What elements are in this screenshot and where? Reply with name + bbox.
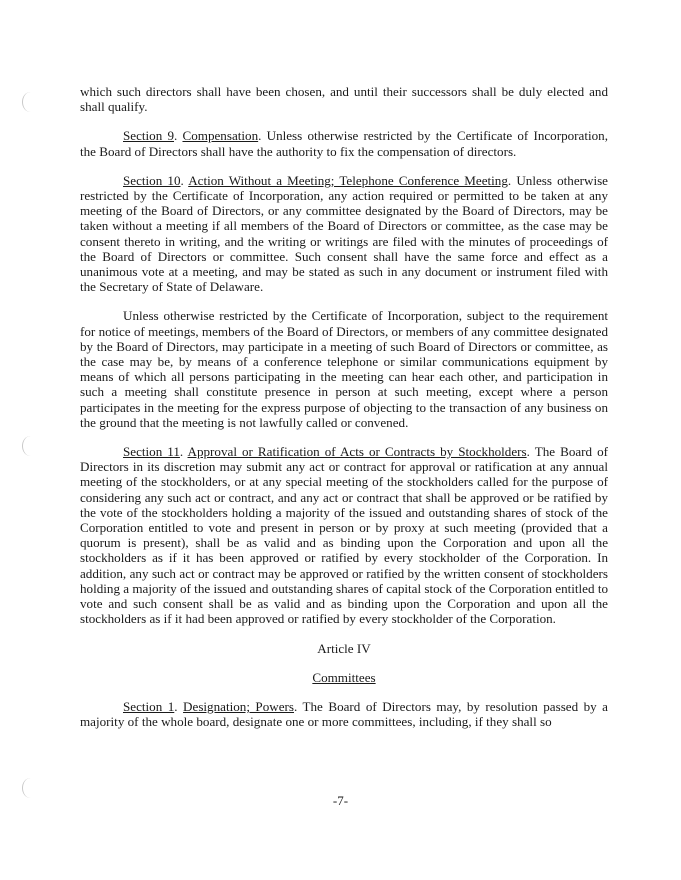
article-4-section-1-body: The Board of Directors may, by resolution passed by a majority of the whole board, designate one or more committees, including, if they shall so xyxy=(80,698,608,730)
section-11-paragraph: Section 11. Approval or Ratification of Acts or Contracts by Stockholders. The Board of Directors in its discretion may submit any act or contract for approval or ratification at any annual meeting of the stockholders, or at any special meeting of the stockholders called for the purpose of considering any such act or contract, and any act or contract that shall be approved or be ratified by the vote of the stockholders holding a majority of the issued and outstanding shares of stock of the Corporation entitled to vote and present in person or by proxy at such meeting (provided that a quorum is present), shall be as valid and as binding upon the Corporation and upon all the stockholders as if it has been approved or ratified by every stockholder of the Corporation. In addition, any such act or contract may be approved or ratified by the written consent of stockholders holding a majority of the issued and outstanding shares of capital stock of the Corporation entitled to vote and such consent shall be as valid and as binding upon the Corporation and upon all the stockholders as if it had been approved or ratified by every stockholder of the Corporation. xyxy=(80,444,609,627)
section-9-paragraph: Section 9. Compensation. Unless otherwise restricted by the Certificate of Incorporation, the Board of Directors shall have the authority to fix the compensation of directors. xyxy=(80,128,608,159)
section-9-title: Compensation xyxy=(182,128,259,144)
continued-paragraph: which such directors shall have been chosen, and until their successors shall be duly elected and shall qualify. xyxy=(80,84,608,115)
article-4-section-1-paragraph: Section 1. Designation; Powers. The Board of Directors may, by resolution passed by a majority of the whole board, designate one or more committees, including, if they shall so xyxy=(80,698,608,730)
document-page xyxy=(80,84,608,743)
section-9-number: Section 9 xyxy=(123,128,175,144)
article-4-section-1-number: Section 1 xyxy=(123,698,175,714)
section-9-body: Unless otherwise restricted by the Certificate of Incorporation, the Board of Directors shall have the authority to fix the compensation of directors. xyxy=(80,128,608,159)
section-10-title: Action Without a Meeting; Telephone Conference Meeting xyxy=(188,172,508,188)
page-number: -7- xyxy=(332,793,349,808)
section-10-paragraph-2: Unless otherwise restricted by the Certificate of Incorporation, subject to the requirement for notice of meetings, members of the Board of Directors, or members of any committee designated by the Board of Directors, may participate in a meeting of such Board of Directors or committee, as the case may be, by means of a conference telephone or similar communications equipment by means of which all persons participating in the meeting can hear each other, and participation in such a meeting shall constitute presence in person at such meeting, except where a person participates in the meeting for the express purpose of objecting to the transaction of any business on the ground that the meeting is not lawfully called or convened. xyxy=(80,308,608,430)
section-10-body: Unless otherwise restricted by the Certificate of Incorporation, any action required or permitted to be taken at any meeting of the Board of Directors, or any committee designated by the Board of Directors, may be taken without a meeting if all members of the Board of Directors or committee, as the case may be consent thereto in writing, and the writing or writings are filed with the minutes of proceedings of the Board of Directors or committee. Such consent shall have the same force and effect as a unanimous vote at a meeting, and may be stated as such in any document or instrument filed with the Secretary of State of Delaware. xyxy=(80,172,608,295)
article-title-text: Committees xyxy=(312,669,376,685)
punch-hole-middle xyxy=(22,436,39,456)
article-title xyxy=(80,670,608,685)
section-10-number: Section 10 xyxy=(123,172,181,188)
article-4-section-1-title: Designation; Powers xyxy=(183,698,294,714)
section-11-title: Approval or Ratification of Acts or Contracts by Stockholders xyxy=(187,444,527,460)
punch-hole-top xyxy=(22,92,39,112)
article-label: Article IV xyxy=(317,640,371,656)
section-10-paragraph: Section 10. Action Without a Meeting; Telephone Conference Meeting. Unless otherwise restricted by the Certificate of Incorporation, any action required or permitted to be taken at any meeting of the Board of Directors, or any committee designated by the Board of Directors, may be taken without a meeting if all members of the Board of Directors or committee, as the case may be consent thereto in writing, and the writing or writings are filed with the minutes of proceedings of the Board of Directors or committee. Such consent shall have the same force and effect as a unanimous vote at a meeting, and may be stated as such in any document or instrument filed with the Secretary of State of Delaware. xyxy=(80,172,608,295)
section-11-number: Section 11 xyxy=(123,444,180,460)
section-11-body: The Board of Directors in its discretion may submit any act or contract for approval or ratification at any annual meeting of the stockholders, or at any special meeting of the stockholders called for the purpose of considering any such act or contract, and any act or contract that shall be approved or be ratified by the vote of the stockholders holding a majority of the issued and outstanding shares of stock of the Corporation entitled to vote and present in person or by proxy at such meeting (provided that a quorum is present), shall be as valid and as binding upon the Corporation and upon all the stockholders as if it has been approved or ratified by every stockholder of the Corporation. In addition, any such act or contract may be approved or ratified by the written consent of stockholders holding a majority of the issued and outstanding shares of capital stock of the Corporation entitled to vote and such consent shall be as valid and as binding upon the Corporation and upon all the stockholders as if it had been approved or ratified by every stockholder of the Corporation. xyxy=(80,444,609,627)
